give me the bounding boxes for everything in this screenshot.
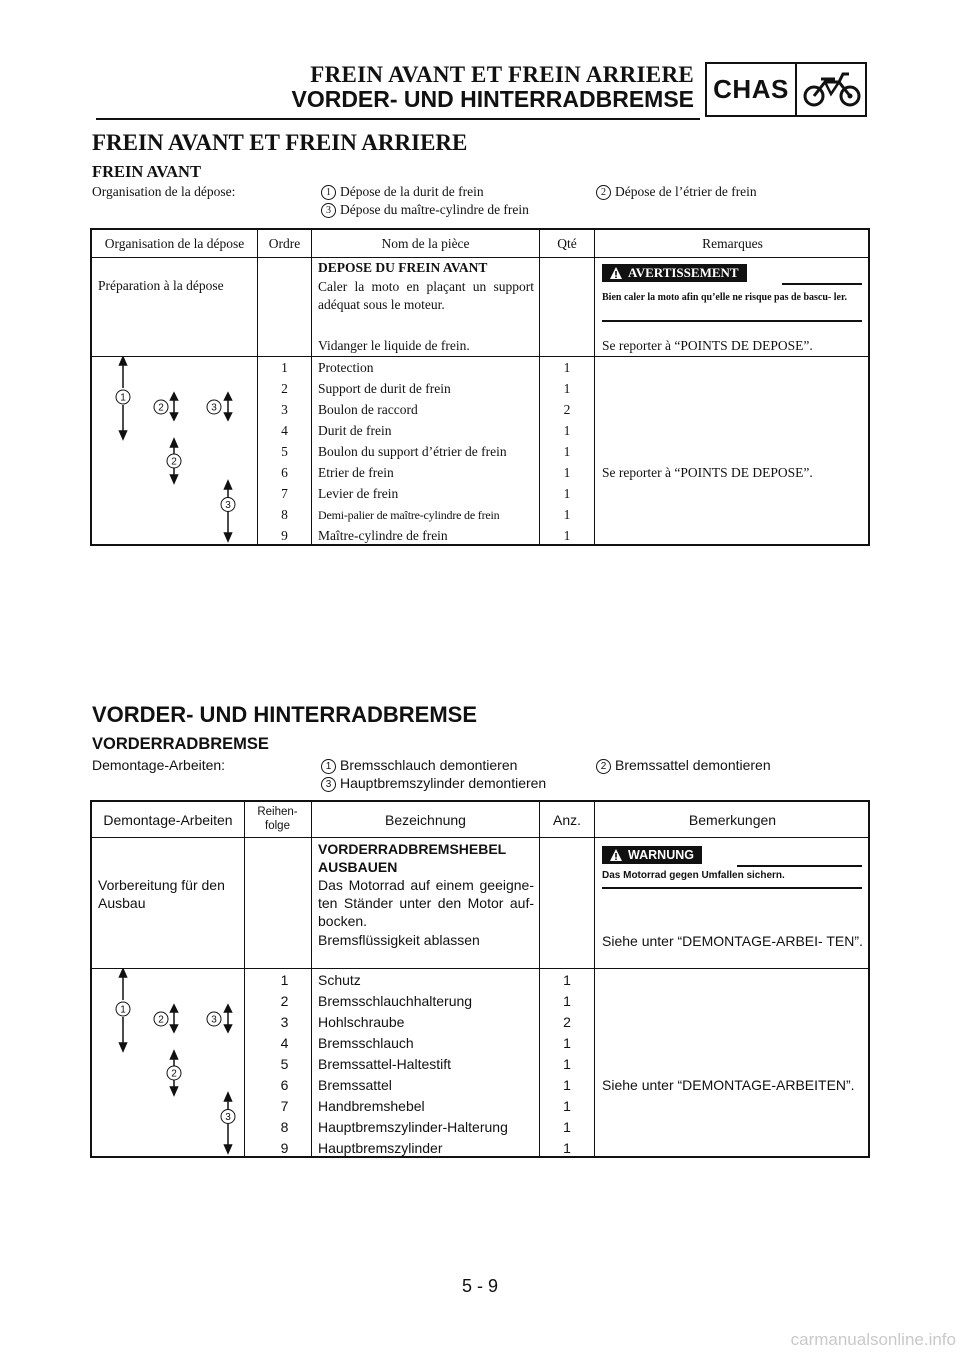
row-name: Etrier de frein: [318, 465, 394, 480]
row-name: Hauptbremszylinder-Halterung: [318, 1119, 508, 1135]
col-header: Anz.: [552, 812, 581, 828]
col-header: Ordre: [268, 236, 301, 251]
warning-icon: [609, 848, 623, 862]
step-marker: 2: [171, 456, 177, 468]
row-name: Bremssattel-Haltestift: [318, 1056, 452, 1072]
col-header: Organisation de la dépose: [104, 236, 245, 251]
row-qty: 1: [563, 1140, 571, 1156]
row-name: Boulon du support d’étrier de frein: [318, 444, 507, 459]
motorcycle-icon: [801, 68, 863, 111]
row-name: Demi-palier de maître-cylindre de frein: [318, 508, 500, 522]
removal-step-3: 3 Dépose du maître-cylindre de frein: [321, 202, 529, 218]
row-qty: 1: [563, 1098, 571, 1114]
row-order: 7: [281, 486, 288, 501]
removal-step-1: 1 Dépose de la durit de frein: [321, 184, 484, 200]
header-rule: [96, 118, 700, 120]
section-tag-box: [705, 62, 867, 117]
row-order: 6: [281, 465, 288, 480]
removal-step-1: 1 Bremsschlauch demontieren: [321, 757, 517, 774]
row-name: Hohlschraube: [318, 1014, 405, 1030]
removal-step-2: 2 Dépose de l’étrier de frein: [596, 184, 757, 200]
step-marker: 1: [120, 392, 126, 404]
row-order: 3: [281, 402, 288, 417]
row-order: 9: [281, 528, 288, 543]
row-order: 1: [281, 360, 288, 375]
removal-organization-label: Organisation de la dépose:: [92, 184, 236, 199]
removal-table-de: [90, 800, 870, 1158]
watermark: carmanualsonline.info: [790, 1330, 956, 1349]
row-qty: 1: [563, 1119, 571, 1135]
row-qty: 1: [563, 972, 571, 988]
prep-title: VORDERRADBREMSHEBEL AUSBAUEN: [318, 841, 506, 875]
row-qty: 1: [563, 360, 571, 375]
warning-icon: [609, 266, 623, 280]
row-order: 4: [280, 1035, 289, 1051]
header-title-fr: FREIN AVANT ET FREIN ARRIERE: [310, 62, 694, 87]
removal-step-3: 3 Hauptbremszylinder demontieren: [321, 775, 546, 792]
row-name: Durit de frein: [318, 423, 392, 438]
removal-step-2: 2 Bremssattel demontieren: [596, 757, 771, 774]
warning-text: Bien caler la moto afin qu’elle ne risque pas de bascu- ler.: [602, 292, 847, 303]
drain-text: Bremsflüssigkeit ablassen: [318, 932, 480, 948]
row-order: 8: [281, 507, 288, 522]
warning-badge: AVERTISSEMENT: [602, 264, 747, 282]
rows-remark: Siehe unter “DEMONTAGE-ARBEITEN”.: [602, 1077, 855, 1093]
row-qty: 2: [563, 402, 571, 417]
prep-text: Das Motorrad auf einem geeigne- ten Ständer unter den Motor auf- bocken.: [318, 877, 534, 929]
row-name: Maître-cylindre de frein: [318, 528, 448, 543]
col-header: Nom de la pièce: [381, 236, 470, 251]
col-header: Bemerkungen: [688, 812, 777, 828]
step-marker: 3: [225, 500, 231, 511]
row-qty: 1: [563, 444, 571, 459]
row-order: 5: [280, 1056, 289, 1072]
drain-text: Vidanger le liquide de frein.: [318, 338, 470, 353]
row-name: Levier de frein: [318, 486, 399, 501]
drain-remark: Se reporter à “POINTS DE DEPOSE”.: [602, 338, 813, 353]
row-name: Bremsschlauch: [318, 1035, 414, 1051]
step-marker: 2: [158, 402, 164, 414]
step-marker: 3: [225, 1112, 231, 1123]
row-order: 6: [280, 1077, 289, 1093]
warning-badge: WARNUNG: [602, 846, 702, 864]
row-name: Protection: [318, 360, 374, 375]
step-marker: 2: [171, 1068, 177, 1080]
row-qty: 1: [563, 465, 571, 480]
step-marker: 2: [158, 1014, 164, 1026]
subsection-title-fr: FREIN AVANT: [92, 162, 201, 181]
removal-table-fr: [90, 228, 870, 546]
row-qty: 2: [563, 1014, 571, 1030]
row-name: Bremssattel: [318, 1077, 392, 1093]
section-title-fr: FREIN AVANT ET FREIN ARRIERE: [92, 130, 468, 155]
row-order: 2: [280, 993, 289, 1009]
section-tag-divider: [795, 64, 797, 115]
step-arrows-diagram: [92, 969, 244, 1158]
row-qty: 1: [563, 507, 571, 522]
row-qty: 1: [563, 1077, 571, 1093]
row-order: 8: [280, 1119, 289, 1135]
step-marker: 1: [120, 1004, 126, 1016]
subsection-title-de: VORDERRADBREMSE: [92, 735, 269, 753]
row-name: Hauptbremszylinder: [318, 1140, 443, 1156]
row-name: Schutz: [318, 972, 361, 988]
step-arrows-diagram: [92, 357, 257, 546]
row-order: 1: [280, 972, 289, 988]
col-header: Qté: [557, 236, 577, 251]
prep-text: Caler la moto en plaçant un support adéquat sous le moteur.: [318, 279, 534, 312]
drain-remark: Siehe unter “DEMONTAGE-ARBEI- TEN”.: [602, 933, 863, 949]
col-header: Demontage-Arbeiten: [103, 812, 233, 828]
row-name: Handbremshebel: [318, 1098, 425, 1114]
row-order: 7: [280, 1098, 289, 1114]
row-order: 9: [280, 1140, 289, 1156]
prep-label: Préparation à la dépose: [98, 278, 224, 293]
page-number: 5 - 9: [461, 1276, 499, 1296]
removal-organization-label: Demontage-Arbeiten:: [92, 757, 226, 773]
row-qty: 1: [563, 423, 571, 438]
row-qty: 1: [563, 1035, 571, 1051]
row-name: Bremsschlauchhalterung: [318, 993, 473, 1009]
row-qty: 1: [563, 993, 571, 1009]
rows-remark: Se reporter à “POINTS DE DEPOSE”.: [602, 465, 813, 480]
row-order: 2: [281, 381, 288, 396]
section-title-de: VORDER- UND HINTERRADBREMSE: [92, 702, 478, 727]
step-marker: 3: [211, 1014, 217, 1026]
row-qty: 1: [563, 528, 571, 543]
row-qty: 1: [563, 381, 571, 396]
row-order: 5: [281, 444, 288, 459]
row-order: 4: [281, 423, 288, 438]
col-header: Remarques: [702, 236, 763, 251]
step-marker: 3: [211, 402, 217, 414]
prep-title: DEPOSE DU FREIN AVANT: [318, 260, 488, 275]
row-name: Boulon de raccord: [318, 402, 418, 417]
prep-label: Vorbereitung für den Ausbau: [98, 877, 225, 911]
warning-text: Das Motorrad gegen Umfallen sichern.: [602, 870, 785, 881]
row-qty: 1: [563, 486, 571, 501]
section-tag: CHAS: [713, 74, 789, 104]
row-qty: 1: [563, 1056, 571, 1072]
row-name: Support de durit de frein: [318, 381, 451, 396]
col-header: Reihen- folge: [257, 806, 298, 832]
row-order: 3: [280, 1014, 289, 1030]
col-header: Bezeichnung: [385, 812, 466, 828]
header-title-de: VORDER- UND HINTERRADBREMSE: [291, 86, 694, 112]
